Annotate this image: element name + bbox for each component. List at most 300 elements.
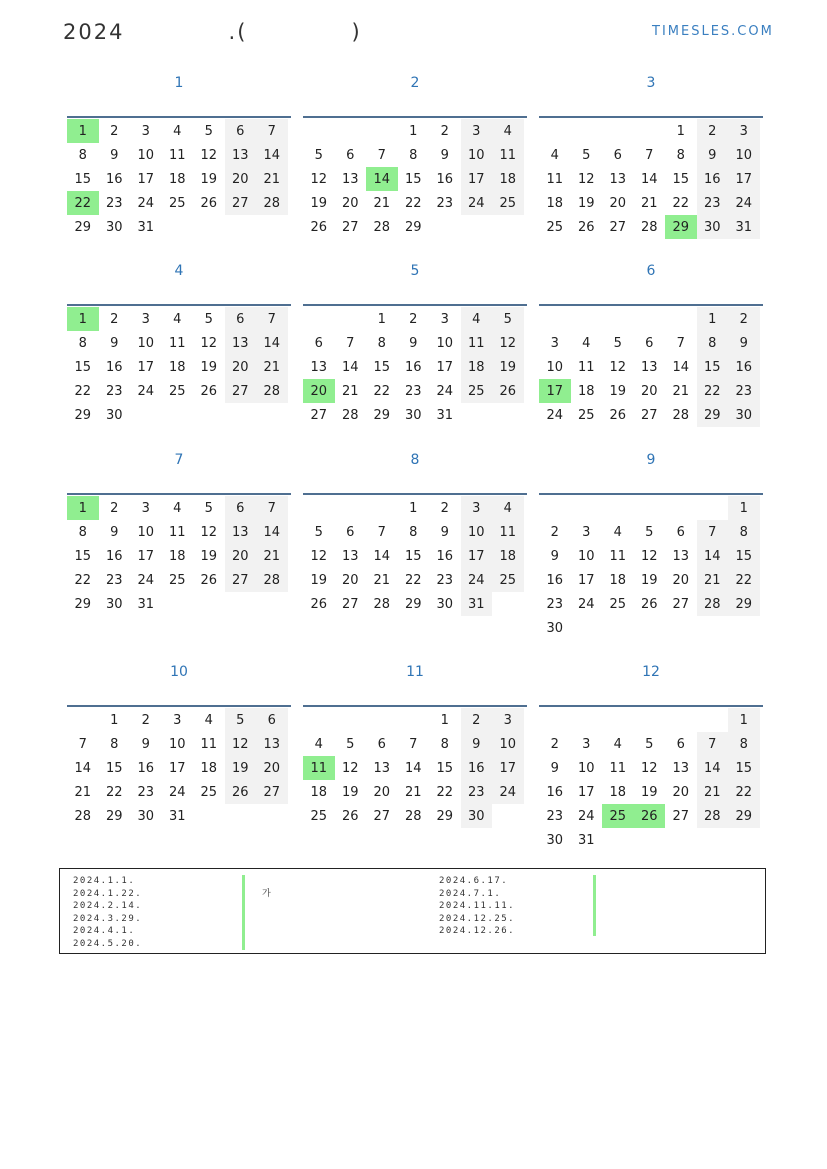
day-cell: 22 xyxy=(404,572,422,588)
empty-cell xyxy=(539,307,571,331)
empty-cell xyxy=(162,592,194,616)
legend-date: 2024.6.17. xyxy=(439,876,509,886)
empty-cell xyxy=(461,403,493,427)
empty-cell xyxy=(193,804,225,828)
day-cell: 11 xyxy=(546,171,564,187)
legend-name xyxy=(262,900,272,913)
day-grid xyxy=(539,307,763,427)
day-cell: 8 xyxy=(78,335,87,351)
day-cell: 5 xyxy=(314,524,323,540)
day-cell: 25 xyxy=(168,383,186,399)
month-title: 3 xyxy=(646,75,656,91)
month-rule xyxy=(67,116,291,118)
day-cell: 20 xyxy=(672,572,690,588)
day-cell: 7 xyxy=(697,520,729,544)
day-cell: 25 xyxy=(577,407,595,423)
site-logo[interactable]: TIMESLES.COM xyxy=(652,24,774,39)
day-cell: 12 xyxy=(310,548,328,564)
day-cell: 9 xyxy=(440,147,449,163)
day-cell: 11 xyxy=(492,520,524,544)
day-cell: 6 xyxy=(613,147,622,163)
day-cell: 1 xyxy=(409,500,418,516)
month-rule xyxy=(303,116,527,118)
day-cell: 21 xyxy=(404,784,422,800)
day-cell: 21 xyxy=(373,572,391,588)
day-cell: 24 xyxy=(577,596,595,612)
empty-cell xyxy=(728,828,760,852)
day-cell: 11 xyxy=(168,335,186,351)
day-cell: 7 xyxy=(645,147,654,163)
day-cell: 10 xyxy=(577,760,595,776)
day-cell: 6 xyxy=(346,147,355,163)
day-cell: 11 xyxy=(168,524,186,540)
day-cell: 16 xyxy=(105,548,123,564)
day-cell: 26 xyxy=(200,383,218,399)
day-cell: 21 xyxy=(373,195,391,211)
day-cell: 8 xyxy=(440,736,449,752)
day-cell: 8 xyxy=(78,147,87,163)
empty-cell xyxy=(697,708,729,732)
day-cell: 27 xyxy=(225,568,257,592)
day-cell: 17 xyxy=(436,359,454,375)
legend-name: 가 xyxy=(262,888,273,899)
legend-dates-left xyxy=(73,875,142,951)
day-cell: 4 xyxy=(492,119,524,143)
day-cell: 8 xyxy=(78,524,87,540)
day-cell: 13 xyxy=(672,548,690,564)
day-cell: 15 xyxy=(404,171,422,187)
day-cell: 10 xyxy=(577,548,595,564)
day-cell: 26 xyxy=(492,379,524,403)
day-cell: 30 xyxy=(728,403,760,427)
empty-cell xyxy=(571,616,603,640)
day-cell: 13 xyxy=(310,359,328,375)
legend-names-left xyxy=(262,875,272,951)
day-cell: 27 xyxy=(672,808,690,824)
empty-cell xyxy=(539,119,571,143)
empty-cell xyxy=(665,307,697,331)
day-cell: 1 xyxy=(440,712,449,728)
empty-cell xyxy=(539,496,571,520)
empty-cell xyxy=(665,828,697,852)
day-cell: 3 xyxy=(173,712,182,728)
day-cell: 18 xyxy=(200,760,218,776)
day-cell: 11 xyxy=(168,147,186,163)
day-cell: 15 xyxy=(74,171,92,187)
day-cell: 2 xyxy=(550,524,559,540)
day-cell: 11 xyxy=(461,331,493,355)
day-cell: 20 xyxy=(672,784,690,800)
day-cell: 9 xyxy=(697,143,729,167)
day-cell: 22 xyxy=(728,780,760,804)
month-10 xyxy=(67,662,291,828)
day-cell: 13 xyxy=(225,520,257,544)
day-cell: 17 xyxy=(461,167,493,191)
day-cell: 8 xyxy=(110,736,119,752)
month-rule xyxy=(539,705,763,707)
day-cell: 30 xyxy=(436,596,454,612)
day-cell: 16 xyxy=(436,171,454,187)
day-cell: 5 xyxy=(204,123,213,139)
month-rule xyxy=(539,116,763,118)
day-cell: 8 xyxy=(728,732,760,756)
day-cell: 20 xyxy=(373,784,391,800)
day-cell: 22 xyxy=(404,195,422,211)
day-cell: 30 xyxy=(404,407,422,423)
empty-cell xyxy=(162,215,194,239)
day-cell: 10 xyxy=(492,732,524,756)
legend-date: 2024.2.14. xyxy=(73,901,143,912)
empty-cell xyxy=(225,804,257,828)
day-cell: 10 xyxy=(137,147,155,163)
day-cell: 18 xyxy=(492,167,524,191)
day-cell: 19 xyxy=(640,572,658,588)
day-cell: 31 xyxy=(137,219,155,235)
day-cell: 17 xyxy=(137,359,155,375)
day-cell: 29 xyxy=(404,596,422,612)
day-cell: 1 xyxy=(110,712,119,728)
day-cell: 27 xyxy=(256,780,288,804)
day-cell: 20 xyxy=(225,544,257,568)
month-title: 5 xyxy=(410,263,420,279)
day-cell: 15 xyxy=(697,355,729,379)
day-cell: 6 xyxy=(377,736,386,752)
day-cell: 2 xyxy=(440,500,449,516)
day-cell: 19 xyxy=(200,548,218,564)
empty-cell xyxy=(225,403,257,427)
month-rule xyxy=(303,304,527,306)
day-cell: 17 xyxy=(539,379,571,403)
day-cell: 5 xyxy=(346,736,355,752)
day-cell: 14 xyxy=(256,331,288,355)
day-cell: 3 xyxy=(461,496,493,520)
day-cell: 29 xyxy=(105,808,123,824)
empty-cell xyxy=(728,616,760,640)
day-cell: 28 xyxy=(373,219,391,235)
day-cell: 10 xyxy=(546,359,564,375)
day-cell: 2 xyxy=(110,500,119,516)
day-cell: 31 xyxy=(461,592,493,616)
empty-cell xyxy=(335,307,367,331)
empty-cell xyxy=(634,496,666,520)
day-cell: 23 xyxy=(697,191,729,215)
day-cell: 2 xyxy=(110,311,119,327)
day-cell: 13 xyxy=(225,331,257,355)
day-cell: 31 xyxy=(168,808,186,824)
day-cell: 7 xyxy=(676,335,685,351)
day-cell: 28 xyxy=(640,219,658,235)
day-grid xyxy=(303,119,527,239)
day-cell: 24 xyxy=(461,568,493,592)
day-cell: 18 xyxy=(609,572,627,588)
day-cell: 10 xyxy=(168,736,186,752)
empty-cell xyxy=(193,215,225,239)
day-cell: 24 xyxy=(546,407,564,423)
month-rule xyxy=(303,493,527,495)
empty-cell xyxy=(571,708,603,732)
month-rule xyxy=(67,705,291,707)
day-cell: 31 xyxy=(577,832,595,848)
day-cell: 7 xyxy=(256,496,288,520)
empty-cell xyxy=(665,708,697,732)
day-cell: 4 xyxy=(173,311,182,327)
empty-cell xyxy=(697,616,729,640)
day-cell: 7 xyxy=(409,736,418,752)
day-cell: 19 xyxy=(200,171,218,187)
day-cell: 24 xyxy=(577,808,595,824)
day-cell: 4 xyxy=(550,147,559,163)
day-cell: 11 xyxy=(200,736,218,752)
month-rule xyxy=(539,493,763,495)
day-cell: 1 xyxy=(728,708,760,732)
day-cell: 11 xyxy=(577,359,595,375)
day-cell: 14 xyxy=(341,359,359,375)
day-cell: 23 xyxy=(728,379,760,403)
day-cell: 23 xyxy=(546,596,564,612)
day-cell: 5 xyxy=(204,500,213,516)
day-cell: 4 xyxy=(613,736,622,752)
day-cell: 19 xyxy=(310,572,328,588)
day-grid xyxy=(303,496,527,616)
day-cell: 25 xyxy=(461,379,493,403)
page-title: 2024 .( ) xyxy=(63,20,362,44)
day-cell: 6 xyxy=(676,524,685,540)
day-cell: 5 xyxy=(645,736,654,752)
empty-cell xyxy=(697,496,729,520)
day-cell: 13 xyxy=(609,171,627,187)
day-cell: 4 xyxy=(613,524,622,540)
day-cell: 13 xyxy=(672,760,690,776)
day-cell: 13 xyxy=(373,760,391,776)
empty-cell xyxy=(67,708,99,732)
day-cell: 19 xyxy=(225,756,257,780)
day-cell: 3 xyxy=(141,500,150,516)
day-cell: 1 xyxy=(676,123,685,139)
month-title: 12 xyxy=(642,664,660,680)
day-cell: 30 xyxy=(105,407,123,423)
day-cell: 22 xyxy=(697,379,729,403)
day-cell: 30 xyxy=(546,620,564,636)
day-cell: 2 xyxy=(697,119,729,143)
day-cell: 20 xyxy=(225,355,257,379)
day-cell: 9 xyxy=(461,732,493,756)
day-cell: 30 xyxy=(461,804,493,828)
empty-cell xyxy=(492,804,524,828)
day-cell: 26 xyxy=(609,407,627,423)
day-cell: 3 xyxy=(728,119,760,143)
day-cell: 23 xyxy=(436,195,454,211)
day-cell: 20 xyxy=(225,167,257,191)
day-cell: 27 xyxy=(225,191,257,215)
day-cell: 5 xyxy=(645,524,654,540)
day-cell: 25 xyxy=(168,572,186,588)
day-grid xyxy=(539,496,763,640)
legend-date: 2024.5.20. xyxy=(73,938,143,949)
day-cell: 24 xyxy=(728,191,760,215)
empty-cell xyxy=(665,496,697,520)
day-cell: 20 xyxy=(256,756,288,780)
day-cell: 20 xyxy=(341,572,359,588)
legend-name xyxy=(262,875,272,888)
empty-cell xyxy=(665,616,697,640)
day-cell: 2 xyxy=(440,123,449,139)
empty-cell xyxy=(429,215,461,239)
day-cell: 16 xyxy=(697,167,729,191)
day-cell: 14 xyxy=(640,171,658,187)
day-cell: 4 xyxy=(582,335,591,351)
day-cell: 25 xyxy=(492,568,524,592)
day-cell: 4 xyxy=(461,307,493,331)
day-cell: 21 xyxy=(672,383,690,399)
day-cell: 24 xyxy=(461,191,493,215)
empty-cell xyxy=(366,119,398,143)
day-cell: 27 xyxy=(341,219,359,235)
empty-cell xyxy=(335,708,367,732)
empty-cell xyxy=(634,307,666,331)
day-cell: 6 xyxy=(256,708,288,732)
day-cell: 16 xyxy=(546,784,564,800)
day-cell: 18 xyxy=(577,383,595,399)
day-cell: 19 xyxy=(492,355,524,379)
day-cell: 25 xyxy=(310,808,328,824)
day-cell: 3 xyxy=(582,736,591,752)
day-cell: 23 xyxy=(105,383,123,399)
day-cell: 6 xyxy=(225,307,257,331)
empty-cell xyxy=(461,215,493,239)
day-cell: 11 xyxy=(303,756,335,780)
day-cell: 4 xyxy=(492,496,524,520)
empty-cell xyxy=(162,403,194,427)
day-cell: 8 xyxy=(676,147,685,163)
day-cell: 23 xyxy=(137,784,155,800)
day-cell: 27 xyxy=(672,596,690,612)
day-cell: 22 xyxy=(728,568,760,592)
empty-cell xyxy=(256,804,288,828)
day-cell: 27 xyxy=(341,596,359,612)
day-cell: 10 xyxy=(137,335,155,351)
day-cell: 28 xyxy=(373,596,391,612)
day-cell: 21 xyxy=(697,568,729,592)
day-cell: 7 xyxy=(697,732,729,756)
day-cell: 29 xyxy=(436,808,454,824)
day-cell: 17 xyxy=(492,756,524,780)
empty-cell xyxy=(634,616,666,640)
day-cell: 17 xyxy=(137,548,155,564)
empty-cell xyxy=(303,708,335,732)
day-cell: 28 xyxy=(256,568,288,592)
day-cell: 26 xyxy=(200,195,218,211)
day-cell: 2 xyxy=(409,311,418,327)
empty-cell xyxy=(335,119,367,143)
day-cell: 29 xyxy=(697,403,729,427)
day-cell: 30 xyxy=(546,832,564,848)
day-cell: 26 xyxy=(640,596,658,612)
month-9 xyxy=(539,450,763,640)
day-cell: 15 xyxy=(74,359,92,375)
day-cell: 25 xyxy=(492,191,524,215)
day-cell: 26 xyxy=(310,219,328,235)
legend-marker-left xyxy=(242,875,245,950)
empty-cell xyxy=(366,708,398,732)
day-grid xyxy=(67,496,291,616)
day-cell: 5 xyxy=(613,335,622,351)
day-grid xyxy=(539,119,763,239)
day-cell: 6 xyxy=(676,736,685,752)
empty-cell xyxy=(571,119,603,143)
empty-cell xyxy=(602,496,634,520)
day-cell: 13 xyxy=(341,171,359,187)
day-cell: 10 xyxy=(436,335,454,351)
empty-cell xyxy=(303,119,335,143)
day-grid xyxy=(303,708,527,828)
legend-date: 2024.12.25. xyxy=(439,913,516,924)
day-cell: 15 xyxy=(74,548,92,564)
day-cell: 6 xyxy=(645,335,654,351)
day-cell: 3 xyxy=(440,311,449,327)
day-cell: 29 xyxy=(74,596,92,612)
empty-cell xyxy=(303,496,335,520)
day-cell: 22 xyxy=(672,195,690,211)
day-cell: 9 xyxy=(409,335,418,351)
day-grid xyxy=(539,708,763,852)
day-cell: 26 xyxy=(341,808,359,824)
day-cell: 12 xyxy=(492,331,524,355)
month-4 xyxy=(67,261,291,427)
day-cell: 13 xyxy=(640,359,658,375)
day-cell: 11 xyxy=(492,143,524,167)
empty-cell xyxy=(602,119,634,143)
day-cell: 23 xyxy=(105,572,123,588)
day-cell: 21 xyxy=(256,544,288,568)
day-cell: 5 xyxy=(492,307,524,331)
empty-cell xyxy=(571,307,603,331)
day-cell: 4 xyxy=(173,123,182,139)
day-cell: 15 xyxy=(672,171,690,187)
day-cell: 1 xyxy=(409,123,418,139)
day-cell: 7 xyxy=(256,307,288,331)
day-cell: 15 xyxy=(373,359,391,375)
day-cell: 22 xyxy=(74,572,92,588)
day-cell: 7 xyxy=(78,736,87,752)
day-cell: 9 xyxy=(110,524,119,540)
day-cell: 16 xyxy=(728,355,760,379)
day-cell: 9 xyxy=(141,736,150,752)
month-title: 7 xyxy=(174,452,184,468)
day-cell: 31 xyxy=(137,596,155,612)
day-cell: 19 xyxy=(609,383,627,399)
day-cell: 4 xyxy=(204,712,213,728)
day-cell: 5 xyxy=(225,708,257,732)
day-cell: 24 xyxy=(137,572,155,588)
day-cell: 24 xyxy=(436,383,454,399)
day-cell: 24 xyxy=(168,784,186,800)
day-cell: 5 xyxy=(204,311,213,327)
day-cell: 14 xyxy=(697,756,729,780)
day-cell: 11 xyxy=(609,760,627,776)
day-cell: 26 xyxy=(200,572,218,588)
day-cell: 19 xyxy=(200,359,218,375)
day-cell: 12 xyxy=(225,732,257,756)
day-cell: 3 xyxy=(461,119,493,143)
day-cell: 8 xyxy=(697,331,729,355)
day-cell: 22 xyxy=(74,383,92,399)
day-grid xyxy=(67,708,291,828)
day-cell: 22 xyxy=(373,383,391,399)
month-title: 6 xyxy=(646,263,656,279)
day-cell: 12 xyxy=(640,760,658,776)
month-title: 8 xyxy=(410,452,420,468)
legend-marker-right xyxy=(593,875,596,936)
